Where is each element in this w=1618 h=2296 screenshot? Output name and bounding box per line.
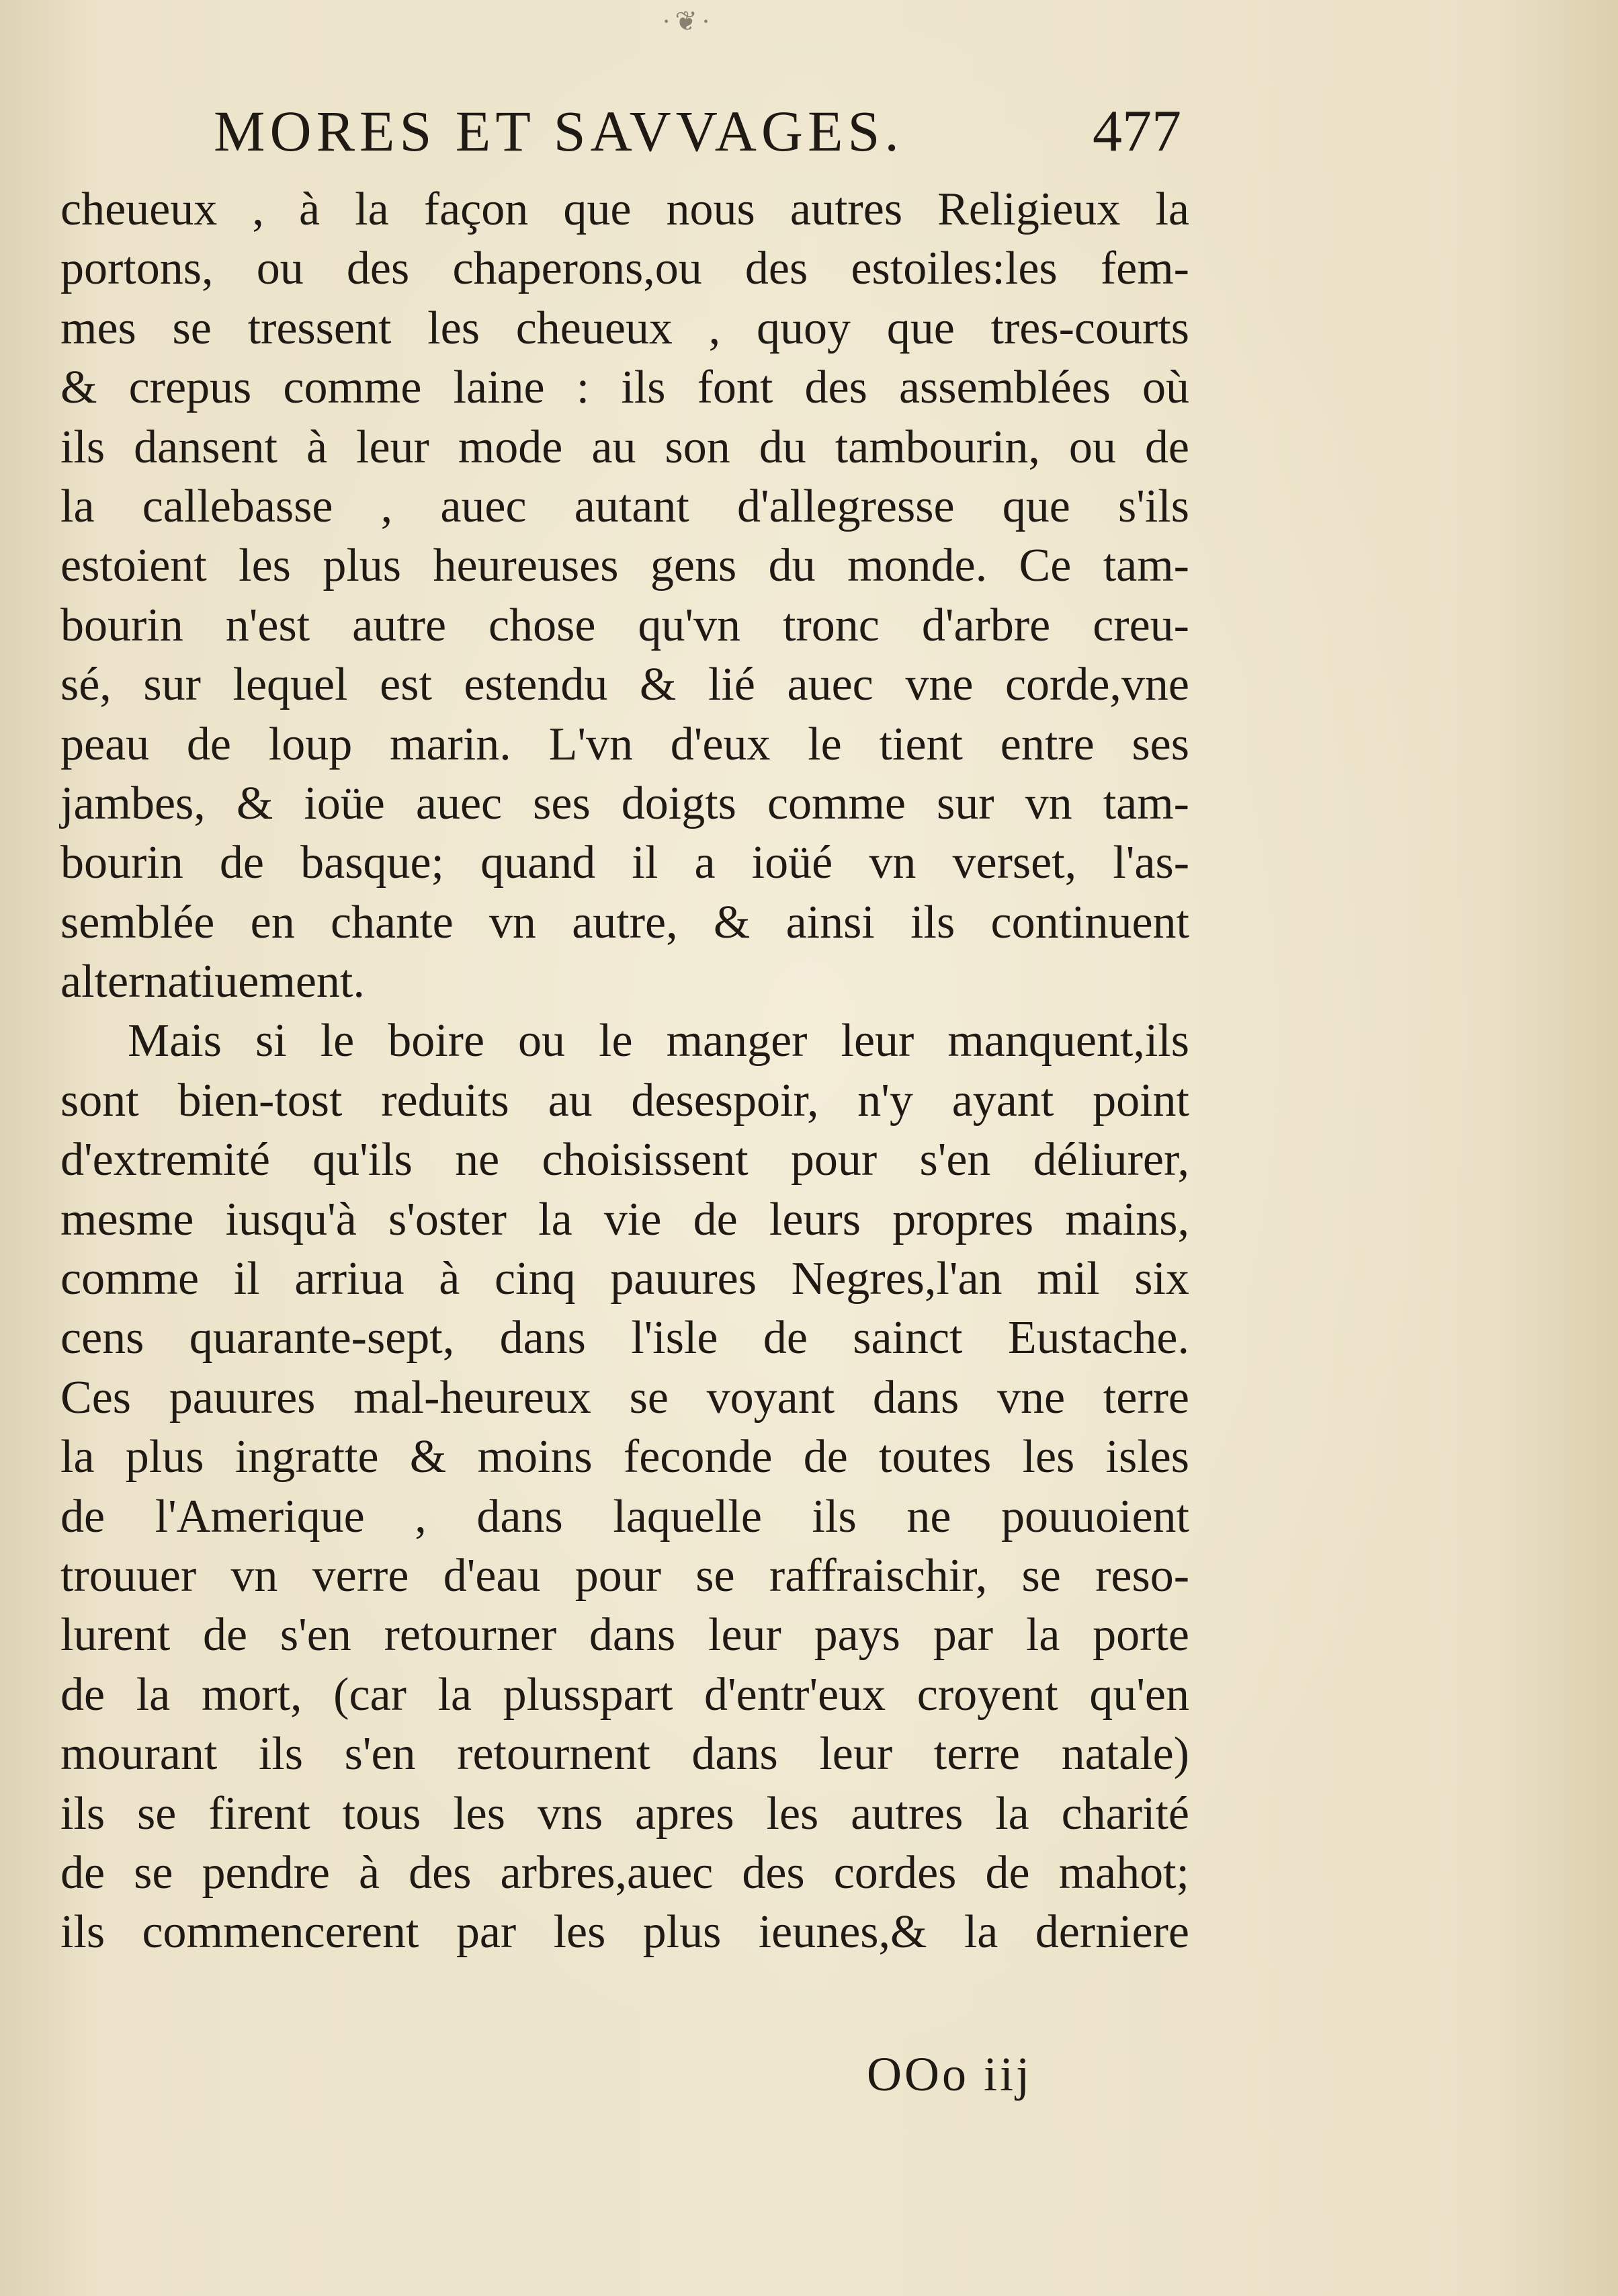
- text-line: d'extremité qu'ils ne choisissent pour s'en déliurer,: [60, 1134, 1189, 1186]
- text-line: estoient les plus heureuses gens du monde. Ce tam-: [60, 540, 1189, 592]
- top-ornament: ·❦·: [662, 6, 715, 36]
- text-line: peau de loup marin. L'vn d'eux le tient entre ses: [60, 718, 1189, 770]
- text-line: Ces pauures mal-heureux se voyant dans vne terre: [60, 1371, 1189, 1424]
- text-line: bourin n'est autre chose qu'vn tronc d'arbre creu-: [60, 599, 1189, 651]
- text-line: la callebasse , auec autant d'allegresse que s'ils: [60, 480, 1189, 532]
- paragraph-first-line: Mais si le boire ou le manger leur manquent,ils: [128, 1015, 1189, 1067]
- text-line: de l'Amerique , dans laquelle ils ne pouuoient: [60, 1490, 1189, 1543]
- text-line: la plus ingratte & moins feconde de toutes les isles: [60, 1431, 1189, 1483]
- text-line: ils dansent à leur mode au son du tambourin, ou de: [60, 421, 1189, 473]
- text-line: lurent de s'en retourner dans leur pays par la porte: [60, 1609, 1189, 1662]
- text-line: ils commencerent par les plus ieunes,& la derniere: [60, 1906, 1189, 1959]
- text-line: semblée en chante vn autre, & ainsi ils continuent: [60, 896, 1189, 948]
- text-line: portons, ou des chaperons,ou des estoiles:les fem-: [60, 243, 1189, 295]
- text-line: cheueux , à la façon que nous autres Religieux la: [60, 183, 1189, 235]
- text-line: ils se firent tous les vns apres les autres la charité: [60, 1787, 1189, 1840]
- running-title: MORES ET SAVVAGES.: [214, 99, 904, 163]
- text-line: mesme iusqu'à s'oster la vie de leurs propres mains,: [60, 1193, 1189, 1245]
- text-line: cens quarante-sept, dans l'isle de sainct Eustache.: [60, 1312, 1189, 1364]
- text-line: sont bien-tost reduits au desespoir, n'y ayant point: [60, 1074, 1189, 1126]
- page-number: 477: [1093, 99, 1181, 164]
- text-line: & crepus comme laine : ils font des assemblées où: [60, 362, 1189, 414]
- text-line: jambes, & ioüe auec ses doigts comme sur vn tam-: [60, 777, 1189, 829]
- text-line: de se pendre à des arbres,auec des cordes de mahot;: [60, 1846, 1189, 1899]
- text-line: bourin de basque; quand il a ioüé vn verset, l'as-: [60, 837, 1189, 889]
- running-head: [214, 97, 1181, 178]
- text-line: mes se tressent les cheueux , quoy que tres-courts: [60, 302, 1189, 354]
- text-line: de la mort, (car la plusspart d'entr'eux croyent qu'en: [60, 1668, 1189, 1721]
- text-line: mourant ils s'en retournent dans leur terre natale): [60, 1728, 1189, 1780]
- signature-mark: OOo iij: [867, 2047, 1033, 2101]
- text-line: sé, sur lequel est estendu & lié auec vne corde,vne: [60, 659, 1189, 711]
- body-text: [60, 180, 1189, 1963]
- text-line: alternatiuement.: [60, 956, 365, 1008]
- text-line: comme il arriua à cinq pauures Negres,l'an mil six: [60, 1253, 1189, 1305]
- text-line: trouuer vn verre d'eau pour se raffraischir, se reso-: [60, 1549, 1189, 1602]
